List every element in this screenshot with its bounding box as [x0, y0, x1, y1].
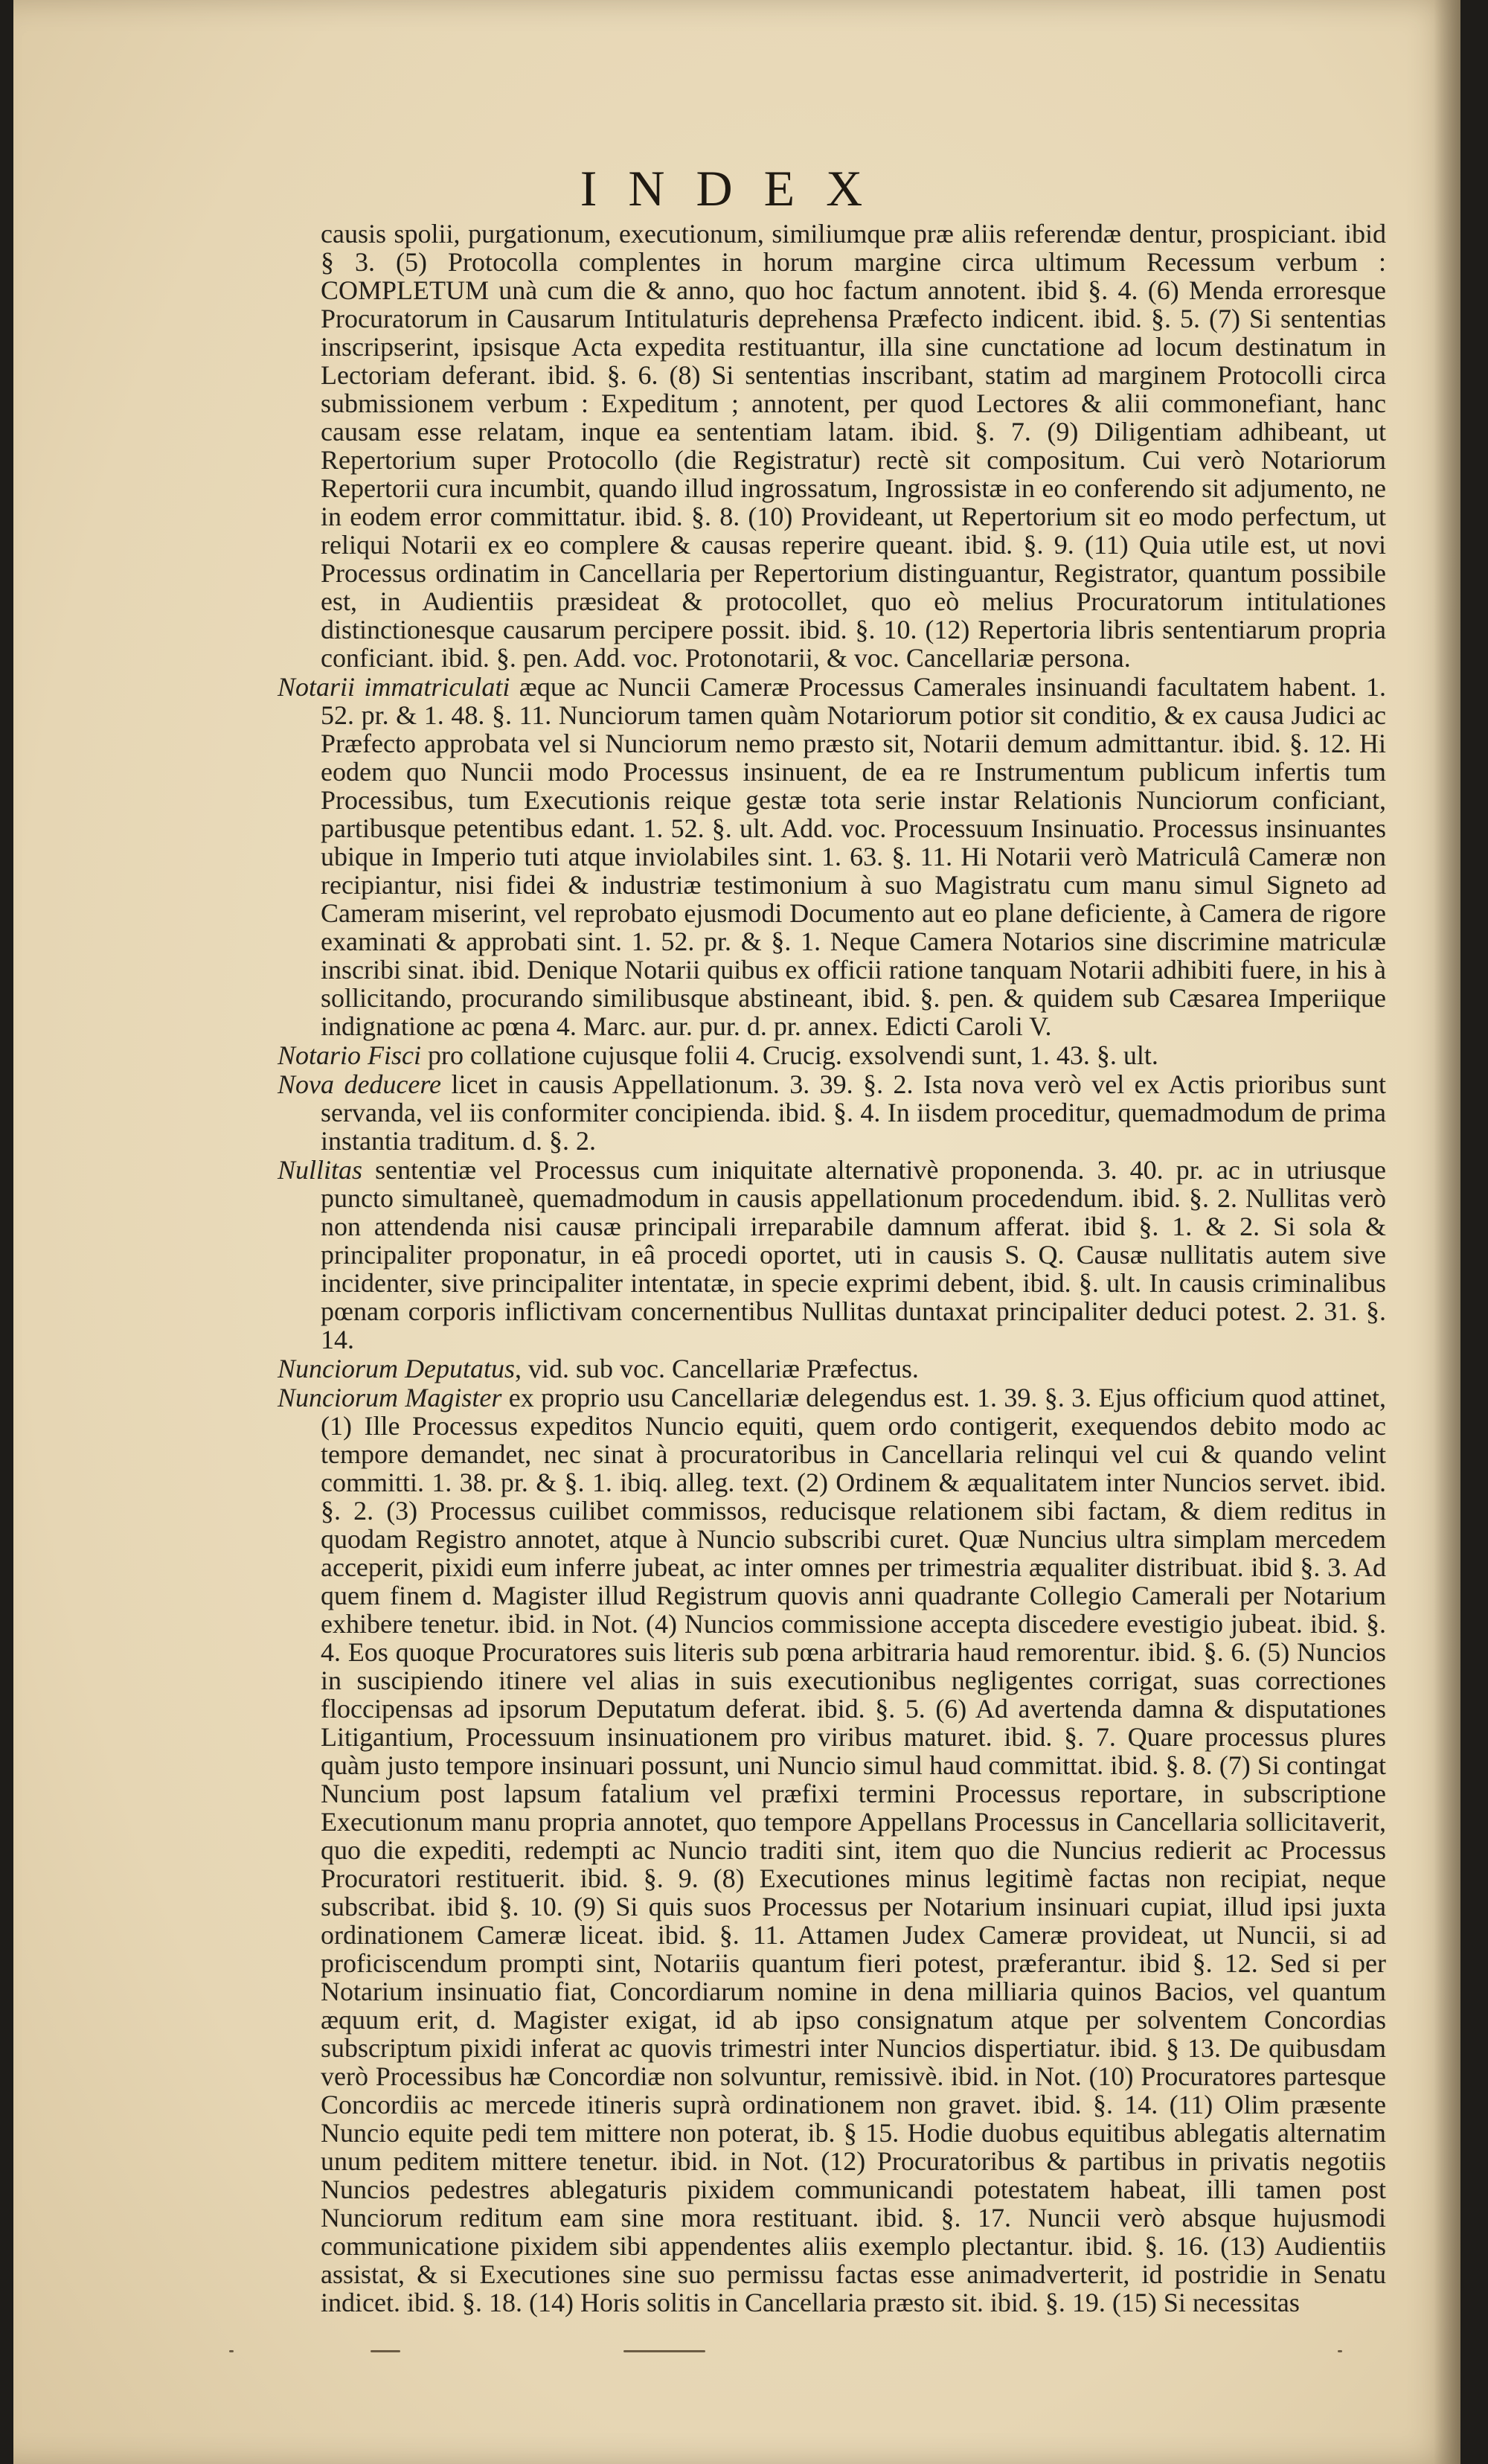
- index-entry: [278, 220, 1386, 672]
- book-page: [13, 0, 1460, 2464]
- index-entry: [278, 1156, 1386, 1354]
- page-title: INDEX: [580, 160, 894, 217]
- entry-lemma: Nova deducere: [278, 1069, 442, 1099]
- entry-lemma: Nunciorum Deputatus: [278, 1354, 515, 1383]
- bottom-print-marks: [229, 2350, 1345, 2365]
- entry-text: causis spolii, purgationum, executionum, similiumque præ aliis referendæ dentur, prospiciant. ibid § 3. (5) Protocolla complentes in horum margine circa ultimum Recessum verbum : COMPLETUM unà cum die & anno, quo hoc factum annotent. ibid §. 4. (6) Menda erroresque Procuratorum in Causarum Intitulaturis deprehensa Præfecto indicent. ibid. §. 5. (7) Si sententias inscripserint, ipsisque Acta expedita restituantur, illa sine cunctatione ad locum destinatum in Lectoriam deferant. ibid. §. 6. (8) Si sententias inscribant, statim ad marginem Protocolli circa submissionem verbum : Expeditum ; annotent, per quod Lectores & alii commonefiant, hanc causam esse relatam, inque ea sententiam latam. ibid. §. 7. (9) Diligentiam adhibeant, ut Repertorium super Protocollo (die Registratur) rectè sit compositum. Cui verò Notariorum Repertorii cura incumbit, quando illud ingrossatum, Ingrossistæ in eo conferendo sit adjumento, ne in eodem error committatur. ibid. §. 8. (10) Provideant, ut Repertorium sit eo modo perfectum, ut reliqui Notarii ex eo complere & causas reperire queant. ibid. §. 9. (11) Quia utile est, ut novi Processus ordinatim in Cancellaria per Repertorium distinguantur, Registrator, quantum possibile est, in Audientiis præsideat & protocollet, quo eò melius Procuratorum intitulationes distinctionesque causarum percipere possit. ibid. §. 10. (12) Repertoria libris sententiarum propria conficiant. ibid. §. pen. Add. voc. Protonotarii, & voc. Cancellariæ persona.: [321, 219, 1386, 673]
- entry-text: pro collatione cujusque folii 4. Crucig. exsolvendi sunt, 1. 43. §. ult.: [421, 1040, 1158, 1070]
- index-column: [278, 220, 1386, 2317]
- index-entry: [278, 1383, 1386, 2317]
- entry-lemma: Notario Fisci: [278, 1040, 422, 1070]
- entry-lemma: Notarii immatriculati: [278, 672, 510, 702]
- index-entry: [278, 1354, 1386, 1383]
- entry-text: licet in causis Appellationum. 3. 39. §. 2. Ista nova verò vel ex Actis prioribus sunt servanda, vel iis conformiter concipienda. ibid. §. 4. In iisdem proceditur, quemadmodum de prima instantia traditum. d. §. 2.: [321, 1069, 1387, 1156]
- entry-text: sententiæ vel Processus cum iniquitate alternativè proponenda. 3. 40. pr. ac in utriusque puncto simultaneè, quemadmodum in causis appellationum procedendum. ibid. §. 2. Nullitas verò non attendenda nisi causæ principali irreparabile damnum afferat. ibid §. 1. & 2. Si sola & principaliter proponatur, in eâ procedi oportet, uti in causis S. Q. Causæ nullitatis autem sive incidenter, sive principaliter intentatæ, in specie exprimi debent, ibid. §. ult. In causis criminalibus pœnam corporis inflictivam concernentibus Nullitas duntaxat principaliter deduci potest. 2. 31. §. 14.: [321, 1155, 1386, 1354]
- index-entry: [278, 1041, 1386, 1069]
- entry-text: æque ac Nuncii Cameræ Processus Camerales insinuandi facultatem habent. 1. 52. pr. & 1. 48. §. 11. Nunciorum tamen quàm Notariorum potior sit conditio, & ex causa Judici ac Præfecto approbata vel si Nunciorum nemo præsto sit, Notarii demum admittantur. ibid. §. 12. Hi eodem quo Nuncii modo Processus insinuent, de ea re Instrumentum publicum infertis tum Processibus, tum Executionis reique gestæ tota serie instar Relationis Nunciorum conficiant, partibusque petentibus edant. 1. 52. §. ult. Add. voc. Processuum Insinuatio. Processus insinuantes ubique in Imperio tuti atque inviolabiles sint. 1. 63. §. 11. Hi Notarii verò Matriculâ Cameræ non recipiantur, nisi fidei & industriæ testimonium à suo Magistratu cum manu simul Signeto ad Cameram miserint, vel reprobato ejusmodi Documento aut eo plane deficiente, à Camera de rigore examinati & approbati sint. 1. 52. pr. & §. 1. Neque Camera Notarios sine discrimine matriculæ inscribi sinat. ibid. Denique Notarii quibus ex officii ratione tanquam Notarii adhibiti fuere, in his à sollicitando, procurando similibusque abstineant, ibid. §. pen. & quidem sub Cæsarea Imperiique indignatione ac pœna 4. Marc. aur. pur. d. pr. annex. Edicti Caroli V.: [321, 672, 1386, 1041]
- entry-text: , vid. sub voc. Cancellariæ Præfectus.: [515, 1354, 919, 1383]
- entry-text: ex proprio usu Cancellariæ delegendus est. 1. 39. §. 3. Ejus officium quod attinet, (1) Ille Processus expeditos Nuncio equiti, quem ordo contigerit, exequendos debito modo ac tempore demandet, nec sinat à procuratoribus in Cancellaria relinqui vel cui & quando velint committi. 1. 38. pr. & §. 1. ibiq. alleg. text. (2) Ordinem & æqualitatem inter Nuncios servet. ibid. §. 2. (3) Processus cuilibet commissos, reducisque relationem sibi factam, & diem reditus in quodam Registro annotet, atque à Nuncio subscribi curet. Quæ Nuncius ultra simplam mercedem acceperit, pixidi eum inferre jubeat, ac inter omnes per trimestria æqualiter distribuat. ibid §. 3. Ad quem finem d. Magister illud Registrum quovis anni quadrante Collegio Camerali per Notarium exhibere tenetur. ibid. in Not. (4) Nuncios commissione accepta discedere evestigio jubeat. ibid. §. 4. Eos quoque Procuratores suis literis sub pœna arbitraria haud remorentur. ibid. §. 6. (5) Nuncios in suscipiendo itinere vel alias in suis executionibus negligentes corrigat, suas correctiones floccipensas ad ipsorum Deputatum deferat. ibid. §. 5. (6) Ad avertenda damna & disputationes Litigantium, Processuum insinuationem pro viribus maturet. ibid. §. 7. Quare processus plures quàm justo tempore insinuari possunt, uni Nuncio simul haud committat. ibid. §. 8. (7) Si contingat Nuncium post lapsum fatalium vel præfixi termini Processus reportare, in subscriptione Executionum manu propria annotet, quo tempore Appellans Processus in Cancellaria sollicitaverit, quo die expediti, redempti ac Nuncio traditi sint, item quo die Nuncius redierit ac Processus Procuratori restituerit. ibid. §. 9. (8) Executiones minus legitimè factas non recipiat, neque subscribat. ibid §. 10. (9) Si quis suos Processus per Notarium insinuari cupiat, illud ipsi juxta ordinationem Cameræ liceat. ibid. §. 11. Attamen Judex Cameræ provideat, ut Nuncii, si ad proficiscendum prompti sint, Notariis quantum fieri potest, præferantur. ibid §. 12. Sed si per Notarium insinuatio fiat, Concordiarum nomine in dena milliaria quinos Bacios, vel quantum æquum erit, d. Magister exigat, id ab ipso consignatum atque per solventem Concordias subscriptum pixidi inferat ac quovis trimestri inter Nuncios dispertiatur. ibid. § 13. De quibusdam verò Processibus hæ Concordiæ non solvuntur, remissivè. ibid. in Not. (10) Procuratores partesque Concordiis ac mercede itineris suprà ordinationem non gravet. ibid. §. 14. (11) Olim præsente Nuncio equite pedi tem mittere non poterat, ib. § 15. Hodie duobus equitibus ablegatis alternatim unum peditem mittere tenetur. ibid. in Not. (12) Procuratoribus & partibus in privatis negotiis Nuncios pedestres ablegaturis pixidem communicandi potestatem habeat, illi tamen post Nunciorum reditum eam sine mora restituant. ibid. §. 17. Nuncii verò absque hujusmodi communicatione pixidem sibi appendentes aliis exemplo plectantur. ibid. §. 16. (13) Audientiis assistat, & si Executiones sine suo permissu factas esse animadverterit, id postridie in Senatu indicet. ibid. §. 18. (14) Horis solitis in Cancellaria præsto sit. ibid. §. 19. (15) Si necessitas: [321, 1383, 1386, 2317]
- index-entry: [278, 673, 1386, 1040]
- entry-lemma: Nullitas: [278, 1155, 363, 1185]
- entry-lemma: Nunciorum Magister: [278, 1383, 502, 1412]
- index-entry: [278, 1070, 1386, 1155]
- page-gutter-shadow: [1434, 0, 1460, 2464]
